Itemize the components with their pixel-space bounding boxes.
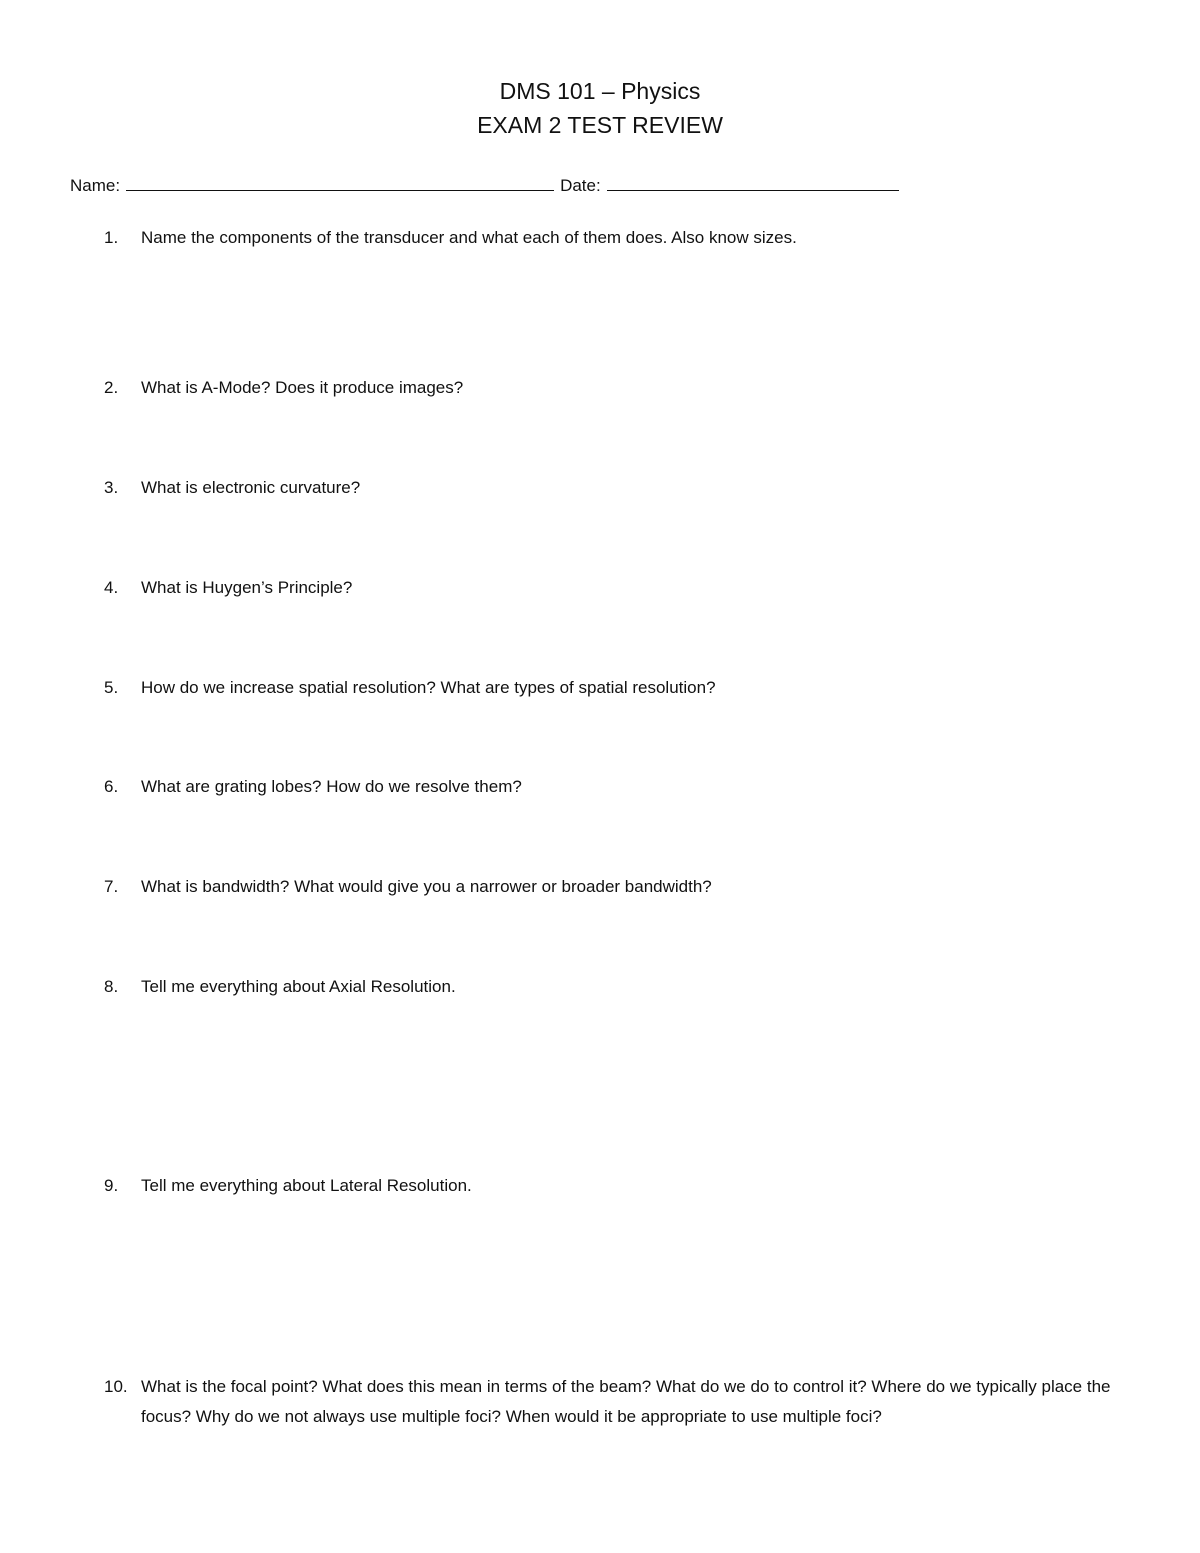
question-number: 7.: [104, 877, 119, 896]
question-number: 10.: [104, 1377, 128, 1396]
course-title: DMS 101 – Physics: [499, 78, 701, 104]
question-number: 9.: [104, 1176, 119, 1195]
question-9: [104, 1171, 1144, 1201]
question-text: What is the focal point? What does this mean in terms of the beam? What do we do to control it? Where do we typically place the focus? Why do we not always use multiple foci? When would it be appropriate to use multiple foci?: [141, 1377, 1111, 1426]
date-label: Date:: [560, 176, 601, 195]
question-text: What is bandwidth? What would give you a narrower or broader bandwidth?: [141, 877, 712, 896]
document-title-block: [0, 74, 1200, 142]
name-blank-line: [126, 175, 554, 191]
name-date-row: [70, 175, 899, 197]
question-number: 5.: [104, 678, 119, 697]
question-text: What is A-Mode? Does it produce images?: [141, 378, 464, 397]
question-10: [104, 1372, 1144, 1432]
question-text: How do we increase spatial resolution? What are types of spatial resolution?: [141, 678, 716, 697]
question-3: [104, 473, 1144, 503]
question-number: 1.: [104, 228, 119, 247]
question-1: [104, 223, 1144, 253]
question-number: 4.: [104, 578, 119, 597]
exam-title: EXAM 2 TEST REVIEW: [477, 112, 723, 138]
name-label: Name:: [70, 176, 121, 195]
question-text: Name the components of the transducer and what each of them does. Also know sizes.: [141, 228, 797, 247]
question-number: 8.: [104, 977, 119, 996]
question-text: What are grating lobes? How do we resolve them?: [141, 777, 522, 796]
question-2: [104, 373, 1144, 403]
date-blank-line: [607, 175, 899, 191]
question-text: What is Huygen’s Principle?: [141, 578, 353, 597]
question-text: Tell me everything about Lateral Resolution.: [141, 1176, 472, 1195]
question-number: 3.: [104, 478, 119, 497]
question-5: [104, 673, 1144, 703]
question-8: [104, 972, 1144, 1002]
question-text: What is electronic curvature?: [141, 478, 361, 497]
question-4: [104, 573, 1144, 603]
question-number: 2.: [104, 378, 119, 397]
question-6: [104, 772, 1144, 802]
question-7: [104, 872, 1144, 902]
question-text: Tell me everything about Axial Resolution.: [141, 977, 456, 996]
question-number: 6.: [104, 777, 119, 796]
